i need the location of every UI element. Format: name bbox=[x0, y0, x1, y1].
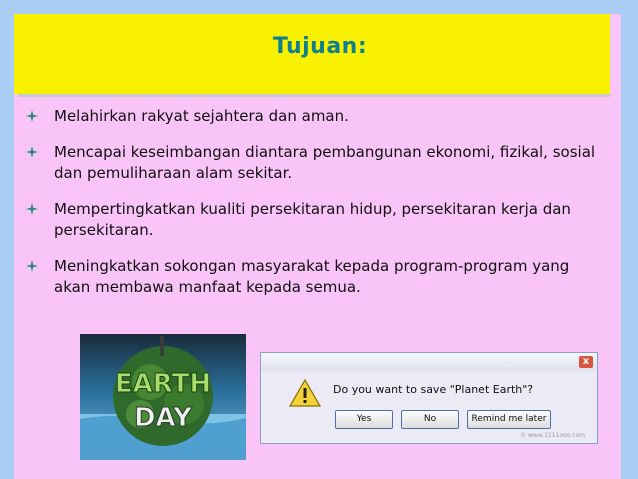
warning-icon bbox=[289, 379, 321, 407]
earth-day-line1: EARTH bbox=[114, 369, 212, 399]
bullet-text: Meningkatkan sokongan masyarakat kepada program-program yang akan membawa manfaat kepada semua. bbox=[54, 257, 570, 296]
dialog-title-bar bbox=[261, 353, 597, 371]
earth-day-globe-illustration bbox=[80, 334, 246, 460]
close-icon[interactable]: x bbox=[579, 356, 593, 368]
bullet-text: Melahirkan rakyat sejahtera dan aman. bbox=[54, 107, 349, 125]
earth-day-image bbox=[80, 334, 246, 460]
title-bar-shadow bbox=[18, 94, 610, 97]
diamond-bullet-icon bbox=[26, 146, 38, 158]
bullet-text: Mempertingkatkan kualiti persekitaran hidup, persekitaran kerja dan persekitaran. bbox=[54, 200, 571, 239]
slide-title: Tujuan: bbox=[272, 34, 368, 59]
diamond-bullet-icon bbox=[26, 110, 38, 122]
remind-me-later-button[interactable]: Remind me later bbox=[467, 410, 551, 429]
bullet-item bbox=[26, 199, 596, 241]
no-button[interactable]: No bbox=[401, 410, 459, 429]
bullet-item bbox=[26, 256, 596, 298]
bullet-list bbox=[26, 106, 596, 313]
bullet-item bbox=[26, 142, 596, 184]
bullet-text: Mencapai keseimbangan diantara pembangunan ekonomi, fizikal, sosial dan pemuliharaan alam sekitar. bbox=[54, 143, 596, 182]
diamond-bullet-icon bbox=[26, 203, 38, 215]
dialog-message: Do you want to save "Planet Earth"? bbox=[333, 383, 534, 396]
diamond-bullet-icon bbox=[26, 260, 38, 272]
bullet-item bbox=[26, 106, 596, 127]
earth-day-line2: DAY bbox=[133, 403, 193, 433]
image-credit: © www.1111ooo.com bbox=[520, 432, 585, 439]
yes-button[interactable]: Yes bbox=[335, 410, 393, 429]
save-dialog bbox=[260, 352, 598, 444]
title-bar bbox=[14, 14, 610, 94]
